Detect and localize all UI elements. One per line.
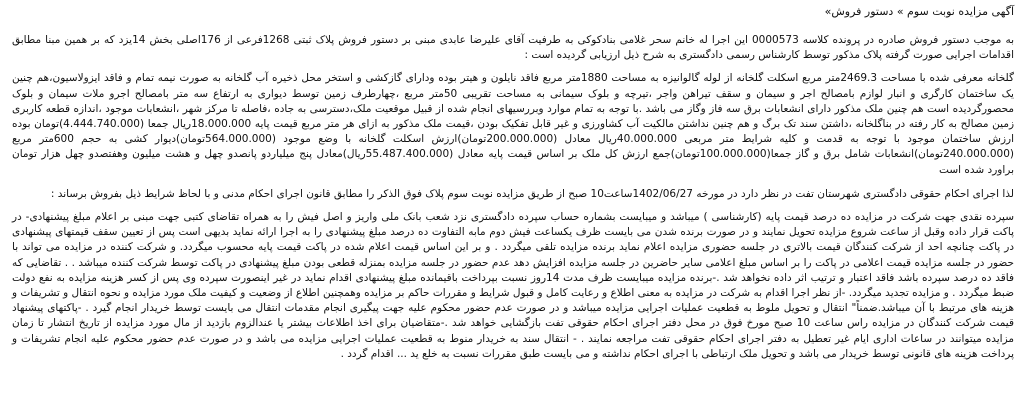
notice-title: آگهی مزایده نوبت سوم » دستور فروش» bbox=[824, 5, 1014, 18]
property-description-paragraph: گلخانه معرفی شده با مساحت 2469.3متر مربع اسکلت گلخانه از لوله گالوانیزه به مساحت 1880متر مربع فاقد نایلون و هیتر بوده ودارای گازکشی و استخر محل ذخیره آب گلخانه به صورت نیمه تمام و فاقد ایزولاسیون،هم چنین یک ساختمان کارگری و انبار لوازم بامصالح اجر و سیمان و سقف تیراهن واجر ،تیرچه و بلوک سیمانی به مساحت تقریبی 50متر مربع ،چهارطرف زمین توسط دیواری به ارتفاع سه متر بامصالح اجرو ملات سیمان و بلوک محصورگردیده است هم چنین ملک مذکور دارای انشعابات برق سه فاز وگاز می باشد .با توجه به تمام موارد وبررسیهای انجام شده از قبیل موقعیت ملک،دسترسی به جاده ،فاصله تا مرکز شهر ،انشعابات موجود ،اندازه قطعه کاربری زمین مصالح به کار رفته در بناگلخانه ،داشتن سند تک برگ و هم چنین نداشتن مالکیت آب کشاورزی و غیر قابل تفکیک بودن ،قیمت ملک مذکور به ازای هر متر مربع قیمت پایه 18.000.000ریال جمعا (4.444.740.000)تومان بوده ارزش ساختمان موجود با توجه به قدمت و کلیه شرایط متر مربعی 40.000.000ریال معادل (200.000.000تومان)ارزش اسکلت گلخانه با وضع موجود (564.000.000تومان)دیوار کشی به حجم 600متر مربع (240.000.000تومان)انشعابات شامل برق و گاز جمعا(100.000.000تومان)جمع ارزش کل ملک بر اساس قیمت پایه معادل (55.487.400.000ریال)معادل پنج میلیاردو پانصدو چهل و هشت میلیون وهفتصدو چهل هزار تومان براورد شده است bbox=[12, 72, 1015, 176]
intro-paragraph: به موجب دستور فروش صادره در پرونده کلاسه 0000573 این اجرا له خانم سحر غلامی بنادکوکی به طرفیت آقای علیرضا عابدی مبنی بر دستور فروش پلاک ثبتی 1268فرعی از 176اصلی بخش 14یزد که بر همین مبنا مطابق اقدامات اجرایی صورت گرفته پلاک مذکور توسط کارشناس رسمی دادگستری به شرح ذیل ارزیابی گردیده است : bbox=[12, 34, 1014, 62]
auction-conditions-paragraph: سپرده نقدی جهت شرکت در مزایده ده درصد قیمت پایه (کارشناسی ) میباشد و میبایست بشماره حساب سپرده دادگستری نزد شعب بانک ملی واریز و اصل فیش را به همراه تقاضای کتبی جهت مبنی بر اعلام مبلغ پیشنهادی- در پاکت قرار داده وقبل از ساعت شروع مزایده تحویل نمایند و در صورت برنده شدن می بایست ظرف یکساعت فیش دوم مابه التفاوت ده درصد مبلغ پیشنهادی را به اجرا ارائه نماید بدیهی است پس از تعیین سقف قیمتهای پیشنهادی در پاکت چنانچه احد از شرکت کنندگان قیمت بالاتری در جلسه حضوری مزایده اعلام نماید برنده مزایده تلقی میگردد . و بر این اساس قیمت اعلام شده در پاکت قیمت پایه محسوب میگردد. و شرکت کننده در مزایده می تواند با حضور در جلسه مزایده قیمت اعلامی در پاکت را بر اساس مبلغ اعلامی سایر حاضرین در جلسه مزایده افزایش دهد عدم حضور در جلسه مزایده بمنزله قطعی بودن مبلغ پیشنهادی در پاکت توسط شرکت کننده میباشد . . تقاضایی که فاقد ده درصد سپرده باشد فاقد اعتبار و ترتیب اثر داده نخواهد شد .-برنده مزایده میبایست ظرف مدت 14روز نسبت بپرداخت باقیمانده مبلغ پیشنهادی اقدام نماید در غیر اینصورت سپرده وی پس از کسر هزینه مزایده به نفع دولت ضبط میگردد . و مزایده تجدید میگردد. -از نظر اجرا اقدام به شرکت در مزایده به معنی اطلاع و رعایت کامل و قبول شرایط و مقررات حاکم بر مزایده وهمچنین اطلاع از وضعیت و کیفیت ملک مورد مزایده و نحوه انتقال و تشریفات و هزینه های مرتبط با آن میباشد.ضمناً" انتقال و تحویل ملوط به قطعیت عملیات اجرایی مزایده میباشد و در صورت عدم حضور محکوم علیه جهت پیگیری انجام مقدمات انتقال می بایست توسط خریدار انجام گیرد . -پاکتهای پیشنهاد قیمت شرکت کنندگان در مزایده راس ساعت 10 صبح مورخ فوق در محل دفتر اجرای احکام حقوقی تفت بازگشایی خواهد شد .-متقاضیان برای اخذ اطلاعات بیشتر یا عندالزوم بازدید از مال مورد مزایده از تاریخ انتشار تا زمان مزایده میتوانند در ساعات اداری ایام غیر تعطیل به دفتر اجرای احکام حقوقی تفت مراجعه نمایند . - انتقال سند به خریدار منوط به قطعیت عملیات اجرایی مزایده می باشد و در صورت عدم حضور محکوم علیه انجام تشریفات و پرداخت هزینه های قانونی توسط خریدار می باشد و تحویل ملک ارتباطی با اجرای احکام نداشته و می بایست طبق مقررات نسبت به خلع ید ... اقدام گردد . bbox=[12, 211, 1015, 360]
auction-announcement-paragraph: لذا اجرای احکام حقوقی دادگستری شهرستان تفت در نظر دارد در مورخه 1402/06/27ساعت10 صبح از طریق مزایده نوبت سوم پلاک فوق الذکر را مطابق قانون اجرای احکام مدنی و با لحاظ شرایط ذیل بفروش برساند : bbox=[50, 187, 1014, 200]
